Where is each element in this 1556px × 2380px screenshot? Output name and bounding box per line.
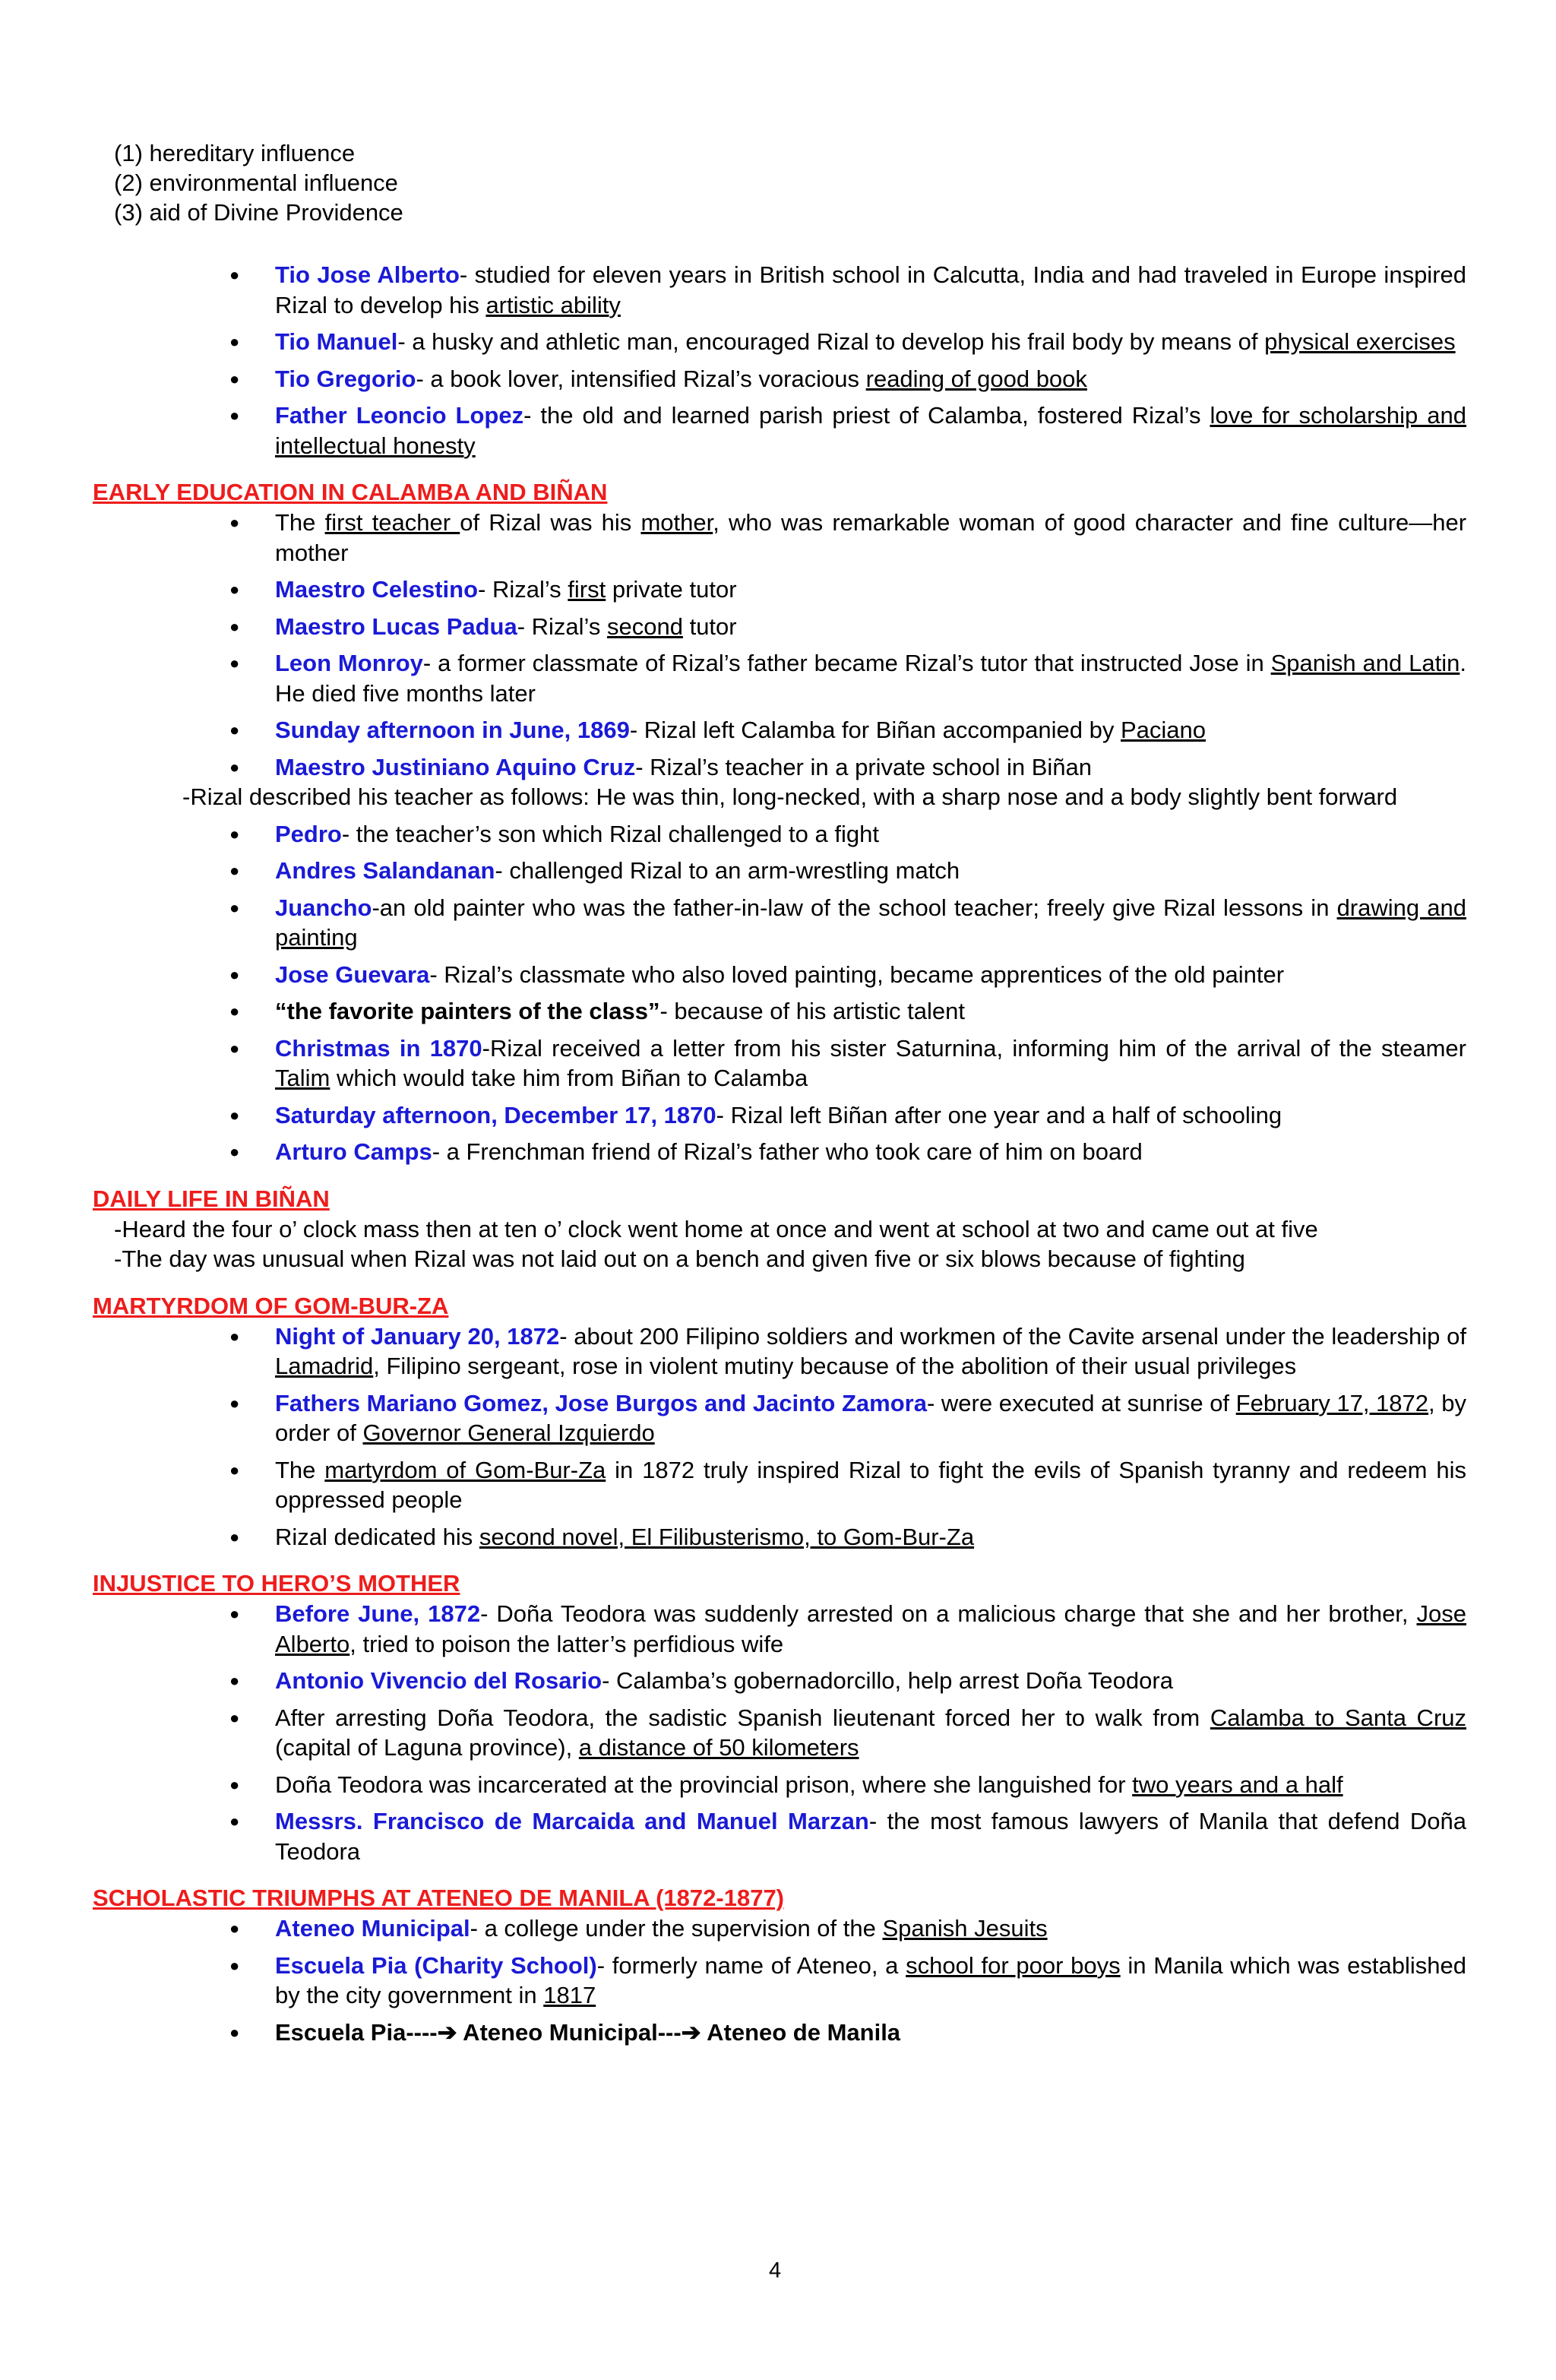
list-item: ● Maestro Celestino- Rizal’s first private tutor xyxy=(93,574,1466,605)
list-item: ● After arresting Doña Teodora, the sadistic Spanish lieutenant forced her to walk from Calamba to Santa Cruz (capital of Laguna province), a distance of 50 kilometers xyxy=(93,1703,1466,1763)
list-item: ● Saturday afternoon, December 17, 1870- Rizal left Biñan after one year and a half of schooling xyxy=(93,1100,1466,1131)
influence-item: (1) hereditary influence xyxy=(114,140,356,166)
influences-list xyxy=(114,138,403,227)
list-item: ● Tio Jose Alberto- studied for eleven years in British school in Calcutta, India and had traveled in Europe inspired Rizal to develop his artistic ability xyxy=(93,260,1466,320)
list-item: ● Maestro Lucas Padua- Rizal’s second tutor xyxy=(93,612,1466,642)
arrow-right-icon: ➔ xyxy=(681,2018,701,2046)
section-early-education xyxy=(93,477,1466,1167)
list-item: ● Pedro- the teacher’s son which Rizal challenged to a fight xyxy=(93,819,1466,850)
list-item: ● Antonio Vivencio del Rosario- Calamba’s gobernadorcillo, help arrest Doña Teodora xyxy=(93,1666,1466,1696)
page-number: 4 xyxy=(769,2258,782,2283)
section-uncles xyxy=(93,260,1466,460)
early-education-list-2 xyxy=(93,819,1466,1167)
list-item: ● Father Leoncio Lopez- the old and learned parish priest of Calamba, fostered Rizal’s love for scholarship and intellectual honesty xyxy=(93,400,1466,460)
influence-item: (3) aid of Divine Providence xyxy=(114,199,403,226)
early-education-list xyxy=(93,508,1466,782)
section-heading: EARLY EDUCATION IN CALAMBA AND BIÑAN xyxy=(93,479,608,505)
list-item: ● Leon Monroy- a former classmate of Rizal’s father became Rizal’s tutor that instructed Jose in Spanish and Latin. He died five months later xyxy=(93,648,1466,708)
influence-item: (2) environmental influence xyxy=(114,169,398,196)
list-item: ● Rizal dedicated his second novel, El Filibusterismo, to Gom-Bur-Za xyxy=(93,1522,1466,1552)
list-item: ● The first teacher of Rizal was his mother, who was remarkable woman of good character and fine culture—her mother xyxy=(93,508,1466,568)
teacher-description: -Rizal described his teacher as follows: He was thin, long-necked, with a sharp nose and a body slightly bent forward xyxy=(182,783,1398,810)
list-item: ● Jose Guevara- Rizal’s classmate who also loved painting, became apprentices of the old painter xyxy=(93,960,1466,990)
list-item: ● Night of January 20, 1872- about 200 Filipino soldiers and workmen of the Cavite arsenal under the leadership of Lamadrid, Filipino sergeant, rose in violent mutiny because of the abolition of their usual privileges xyxy=(93,1321,1466,1381)
section-heading: DAILY LIFE IN BIÑAN xyxy=(93,1185,330,1212)
list-item: ● “the favorite painters of the class”- because of his artistic talent xyxy=(93,996,1466,1027)
daily-life-line: -Heard the four o’ clock mass then at ten o’ clock went home at once and went at school at two and came out at five xyxy=(114,1215,1318,1242)
list-item: ● Escuela Pia----➔ Ateneo Municipal---➔ Ateneo de Manila xyxy=(93,2018,1466,2048)
injustice-list xyxy=(93,1599,1466,1866)
list-item: ● Maestro Justiniano Aquino Cruz- Rizal’s teacher in a private school in Biñan xyxy=(93,752,1466,783)
list-item: ● Doña Teodora was incarcerated at the provincial prison, where she languished for two years and a half xyxy=(93,1770,1466,1800)
section-injustice xyxy=(93,1568,1466,1866)
list-item: ● Juancho-an old painter who was the father-in-law of the school teacher; freely give Rizal lessons in drawing and painting xyxy=(93,893,1466,953)
list-item: ● Messrs. Francisco de Marcaida and Manuel Marzan- the most famous lawyers of Manila that defend Doña Teodora xyxy=(93,1806,1466,1866)
list-item: ● Tio Gregorio- a book lover, intensified Rizal’s voracious reading of good book xyxy=(93,364,1466,394)
list-item: ● Fathers Mariano Gomez, Jose Burgos and Jacinto Zamora- were executed at sunrise of February 17, 1872, by order of Governor General Izquierdo xyxy=(93,1388,1466,1448)
section-daily-life xyxy=(93,1184,1466,1274)
list-item: ● Sunday afternoon in June, 1869- Rizal left Calamba for Biñan accompanied by Paciano xyxy=(93,715,1466,745)
list-item: ● Andres Salandanan- challenged Rizal to an arm-wrestling match xyxy=(93,856,1466,886)
list-item: ● Arturo Camps- a Frenchman friend of Rizal’s father who took care of him on board xyxy=(93,1137,1466,1167)
document-body xyxy=(93,260,1466,2064)
gomburza-list xyxy=(93,1321,1466,1552)
daily-life-line: -The day was unusual when Rizal was not laid out on a bench and given five or six blows because of fighting xyxy=(114,1245,1245,1272)
section-heading: INJUSTICE TO HERO’S MOTHER xyxy=(93,1570,460,1597)
list-item: ● Ateneo Municipal- a college under the supervision of the Spanish Jesuits xyxy=(93,1913,1466,1944)
section-scholastic xyxy=(93,1883,1466,2047)
list-item: ● Christmas in 1870-Rizal received a letter from his sister Saturnina, informing him of the arrival of the steamer Talim which would take him from Biñan to Calamba xyxy=(93,1033,1466,1093)
section-gomburza xyxy=(93,1291,1466,1552)
arrow-right-icon: ➔ xyxy=(437,2018,457,2046)
list-item: ● Escuela Pia (Charity School)- formerly name of Ateneo, a school for poor boys in Manila which was established by the city government in 1817 xyxy=(93,1951,1466,2011)
list-item: ● Tio Manuel- a husky and athletic man, encouraged Rizal to develop his frail body by means of physical exercises xyxy=(93,327,1466,357)
uncles-list xyxy=(93,260,1466,460)
section-heading: MARTYRDOM OF GOM-BUR-ZA xyxy=(93,1292,449,1319)
section-heading: SCHOLASTIC TRIUMPHS AT ATENEO DE MANILA (1872-1877) xyxy=(93,1885,785,1911)
list-item: ● Before June, 1872- Doña Teodora was suddenly arrested on a malicious charge that she and her brother, Jose Alberto, tried to poison the latter’s perfidious wife xyxy=(93,1599,1466,1659)
scholastic-list xyxy=(93,1913,1466,2047)
list-item: ● The martyrdom of Gom-Bur-Za in 1872 truly inspired Rizal to fight the evils of Spanish tyranny and redeem his oppressed people xyxy=(93,1455,1466,1515)
